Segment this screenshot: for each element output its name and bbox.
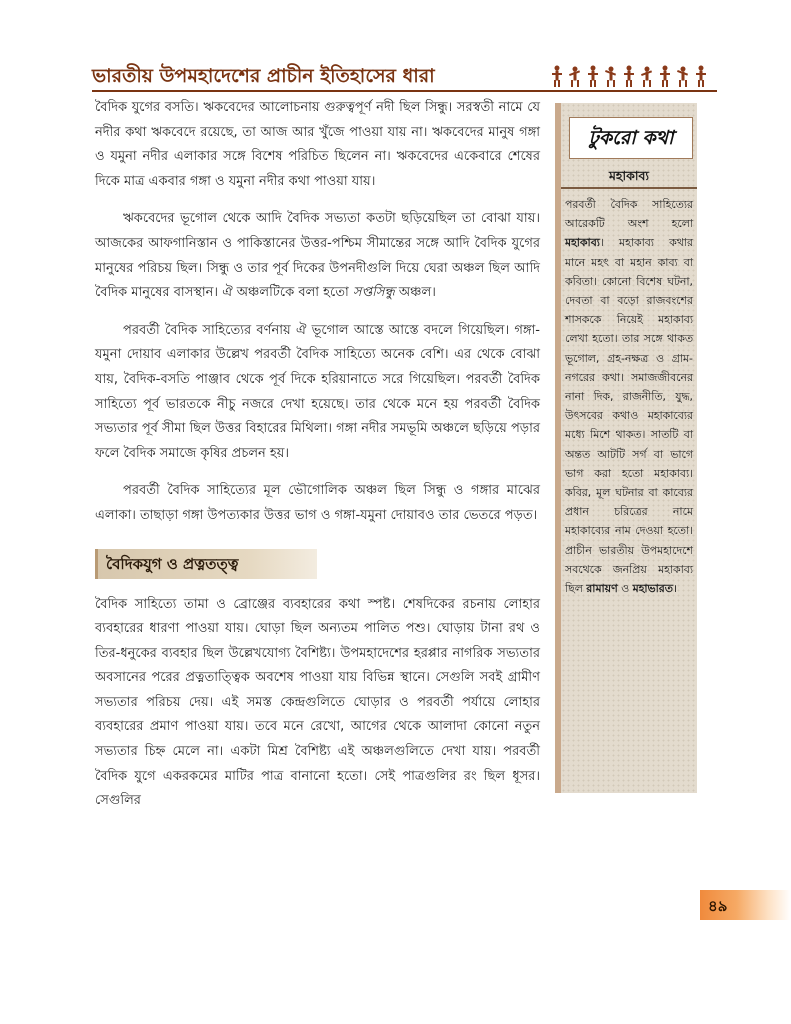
main-text-column (95, 96, 540, 827)
chapter-title: ভারতীয় উপমহাদেশের প্রাচীন ইতিহাসের ধারা (92, 65, 435, 87)
sidebar-title: টুকরো কথা (569, 117, 693, 159)
sidebar-text-4: । (672, 582, 678, 596)
paragraph-5: বৈদিক সাহিত্যে তামা ও ব্রোঞ্জের ব্যবহারের কথা স্পষ্ট। শেষদিকের রচনায় লোহার ব্যবহারের ধারণা পাওয়া যায়। ঘোড়া ছিল অন্যতম পালিত পশু। ঘোড়ায় টানা রথ ও তির-ধনুকের ব্যবহার ছিল উল্লেখযোগ্য বৈশিষ্ট্য। উপমহাদেশের হরপ্পার নাগরিক সভ্যতার অবসানের পরের প্রত্নতাত্ত্বিক অবশেষ পাওয়া যায় বিভিন্ন স্থানে। সেগুলি সবই গ্রামীণ সভ্যতার পরিচয় দেয়। এই সমস্ত কেন্দ্রগুলিতে ঘোড়ার ও পরবর্তী পর্যায়ে লোহার ব্যবহারের প্রমাণ পাওয়া যায়। তবে মনে রেখো, আগের থেকে আলাদা কোনো নতুন সভ্যতার চিহ্ন মেলে না। একটা মিশ্র বৈশিষ্ট্য এই অঞ্চলগুলিতে দেখা যায়। পরবর্তী বৈদিক যুগে একরকমের মাটির পাত্র বানানো হতো। সেই পাত্রগুলির রং ছিল ধূসর। সেগুলির (95, 596, 540, 809)
sidebar-text-2: । মহাকাব্য কথার মানে মহৎ বা মহান কাব্য বা কবিতা। কোনো বিশেষ ঘটনা, দেবতা বা বড়ো রাজবংশের শাসককে নিয়েই মহাকাব্য লেখা হতো। তার সঙ্গে থাকত ভূগোল, গ্রহ-নক্ষত্র ও গ্রাম-নগরের কথা। সমাজজীবনের নানা দিক, রাজনীতি, যুদ্ধ, উৎসবের কথাও মহাকাব্যের মধ্যে মিশে থাকত। সাতটি বা অন্তত আটটি সর্গ বা ভাগে ভাগ করা হতো মহাকাব্য। কবির, মূল ঘটনার বা কাব্যের প্রধান চরিত্রের নামে মহাকাব্যের নাম দেওয়া হতো। প্রাচীন ভারতীয় উপমহাদেশে সবথেকে জনপ্রিয় মহাকাব্য ছিল (565, 236, 693, 596)
paragraph-2-tail: অঞ্চল। (394, 285, 436, 301)
sidebar-text-1: পরবর্তী বৈদিক সাহিত্যের আরেকটি অংশ হলো (565, 198, 693, 231)
sidebar-text-3: ও (617, 582, 633, 596)
sidebar-box (555, 103, 697, 793)
paragraph-3: পরবর্তী বৈদিক সাহিত্যের বর্ণনায় ঐ ভূগোল আস্তে আস্তে বদলে গিয়েছিল। গঙ্গা-যমুনা দোয়াব এলাকার উল্লেখ পরবর্তী বৈদিক সাহিত্যে অনেক বেশি। এর থেকে বোঝা যায়, বৈদিক-বসতি পাঞ্জাব থেকে পূর্ব দিকে হরিয়ানাতে সরে গিয়েছিল। পরবর্তী বৈদিক সাহিত্যে পূর্ব ভারতকে নীচু নজরে দেখা হয়েছে। তার থেকে মনে হয় পরবর্তী বৈদিক সভ্যতার পূর্ব সীমা ছিল উত্তর বিহারের মিথিলা। গঙ্গা নদীর সমভূমি অঞ্চলে ছড়িয়ে পড়ার ফলে বৈদিক সমাজে কৃষির প্রচলন হয়। (95, 322, 540, 461)
header-rule (92, 90, 717, 92)
page-number: ৪৯ (708, 897, 728, 915)
paragraph-4: পরবর্তী বৈদিক সাহিত্যের মূল ভৌগোলিক অঞ্চল ছিল সিন্ধু ও গঙ্গার মাঝের এলাকা। তাছাড়া গঙ্গা উপত্যকার উত্তর ভাগ ও গঙ্গা-যমুনা দোয়াবও তার ভেতরে পড়ত। (95, 483, 540, 523)
paragraph-2-emphasis: সপ্তসিন্ধু (352, 285, 395, 301)
sidebar-body (565, 195, 693, 598)
sidebar-subtitle: মহাকাব্য (561, 165, 697, 189)
paragraph-2 (95, 207, 540, 305)
paragraph-1: বৈদিক যুগের বসতি। ঋকবেদের আলোচনায় গুরুত্বপূর্ণ নদী ছিল সিন্ধু। সরস্বতী নামে যে নদীর কথা ঋকবেদে রয়েছে, তা আজ আর খুঁজে পাওয়া যায় না। ঋকবেদের মানুষ গঙ্গা ও যমুনা নদীর এলাকার সঙ্গে বিশেষ পরিচিত ছিলেন না। ঋকবেদের একেবারে শেষের দিকে মাত্র একবার গঙ্গা ও যমুনা নদীর কথা পাওয়া যায়। (95, 100, 540, 189)
sidebar-bold-2: রামায়ণ (586, 582, 618, 596)
decorative-figures-icon (549, 64, 717, 88)
sidebar-bold-1: মহাকাব্য (565, 236, 600, 250)
section-heading: বৈদিকযুগ ও প্রত্নতত্ত্ব (95, 549, 317, 579)
paragraph-2-text: ঋকবেদের ভূগোল থেকে আদি বৈদিক সভ্যতা কতটা ছড়িয়েছিল তা বোঝা যায়। আজকের আফগানিস্তান ও পাকিস্তানের উত্তর-পশ্চিম সীমান্তের সঙ্গে আদি বৈদিক যুগের মানুষের পরিচয় ছিল। সিন্ধু ও তার পূর্ব দিকের উপনদীগুলি দিয়ে ঘেরা অঞ্চল ছিল আদি বৈদিক মানুষের বাসস্থান। ঐ অঞ্চলটিকে বলা হতো (95, 211, 540, 301)
page-header (92, 60, 717, 94)
page-number-tab (700, 890, 791, 920)
sidebar-bold-3: মহাভারত (632, 582, 673, 596)
